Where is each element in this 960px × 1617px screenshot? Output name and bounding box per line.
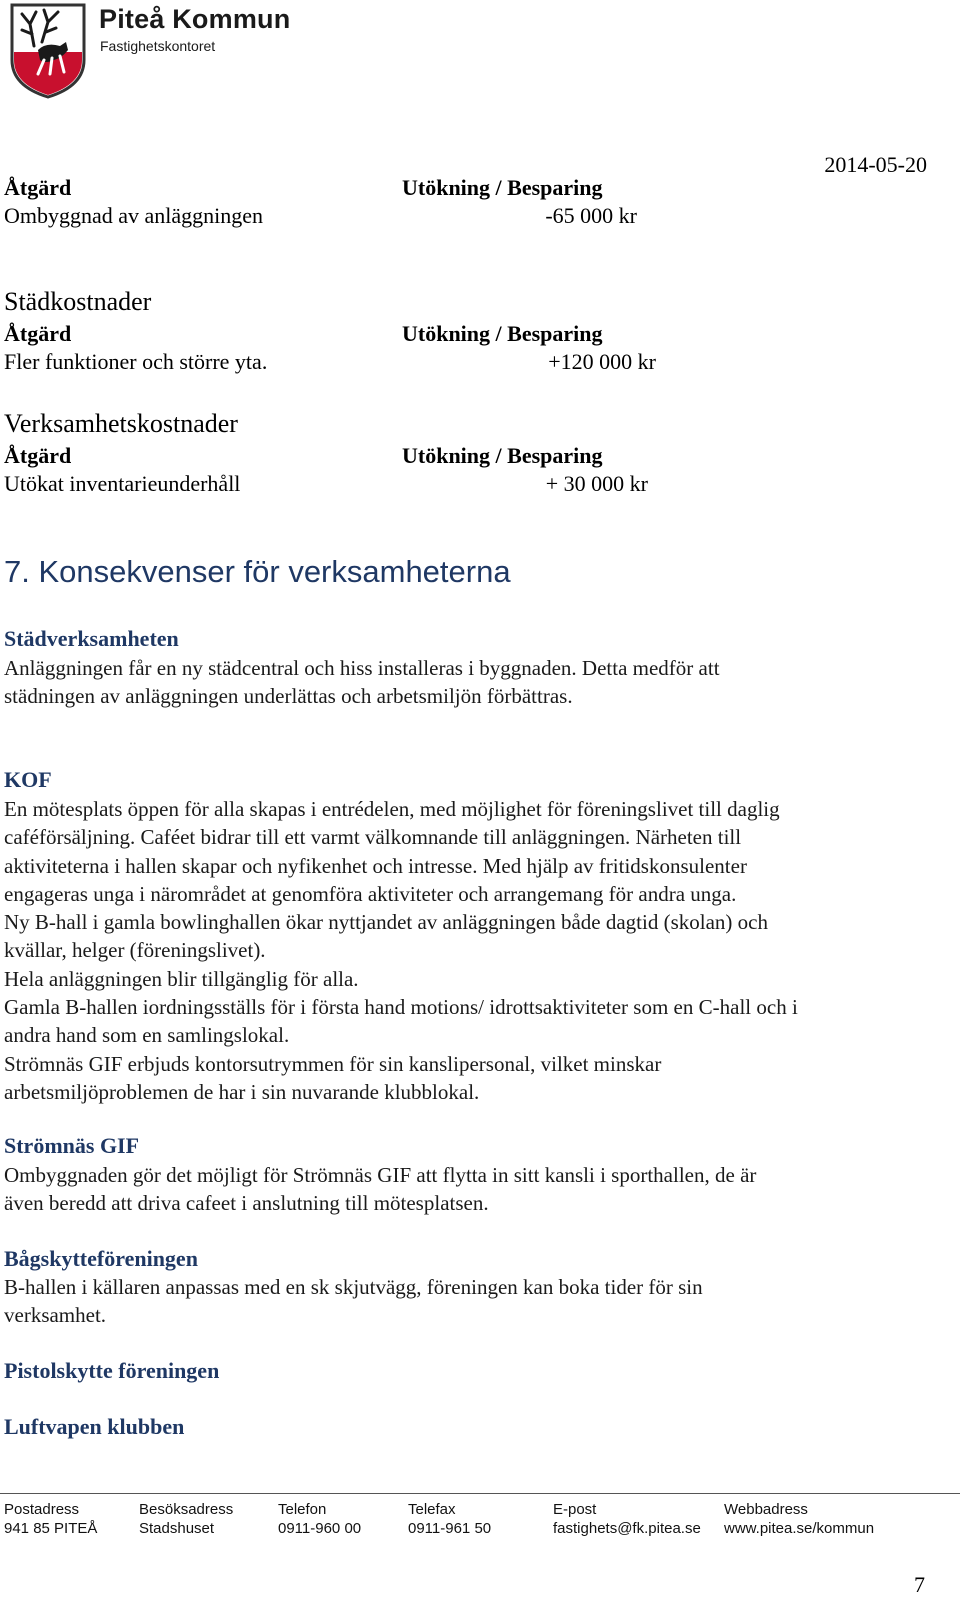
paragraph-line: caféförsäljning. Caféet bidrar till ett varmt välkomnande till anläggningen. Närheten till [4, 825, 742, 850]
action-text: Utökat inventarieunderhåll [4, 471, 241, 496]
footer-value: Stadshuset [139, 1520, 215, 1537]
section-heading: Verksamhetskostnader [4, 409, 238, 438]
subsection-heading: KOF [4, 767, 52, 792]
footer-label: Telefon [278, 1501, 327, 1518]
footer-label: Webbadress [724, 1501, 808, 1518]
footer-label: E-post [553, 1501, 597, 1518]
footer-web-link[interactable]: www.pitea.se/kommun [724, 1520, 875, 1537]
paragraph [4, 795, 954, 1106]
amount-value: +120 000 kr [548, 349, 656, 374]
paragraph-line: andra hand som en samlingslokal. [4, 1023, 290, 1048]
paragraph-line: kvällar, helger (föreningslivet). [4, 938, 266, 963]
change-column-label: Utökning / Besparing [402, 321, 603, 346]
footer-label: Postadress [4, 1501, 80, 1518]
action-text: Fler funktioner och större yta. [4, 349, 268, 374]
department-name: Fastighetskontoret [100, 38, 216, 54]
footer-label: Besöksadress [139, 1501, 234, 1518]
section-heading: Städkostnader [4, 287, 152, 316]
paragraph-line: verksamhet. [4, 1303, 107, 1328]
paragraph-line: B-hallen i källaren anpassas med en sk skjutvägg, föreningen kan boka tider för sin [4, 1275, 703, 1299]
coat-of-arms-logo [8, 2, 88, 100]
footer-value: 0911-961 50 [408, 1520, 492, 1537]
paragraph-line: En mötesplats öppen för alla skapas i entrédelen, med möjlighet för föreningslivet till daglig [4, 797, 780, 821]
paragraph [4, 1161, 954, 1218]
footer-divider [0, 1493, 960, 1494]
org-name: Piteå Kommun [99, 4, 291, 34]
change-column-label: Utökning / Besparing [402, 175, 603, 200]
footer-value: 0911-960 00 [278, 1520, 362, 1537]
paragraph [4, 1273, 954, 1330]
action-column-label: Åtgärd [4, 321, 72, 346]
footer-fax [408, 1500, 491, 1538]
action-text: Ombyggnad av anläggningen [4, 203, 264, 228]
paragraph-line: Ny B-hall i gamla bowlinghallen ökar nyttjandet av anläggningen både dagtid (skolan) och [4, 910, 768, 935]
paragraph-line: aktiviteterna i hallen skapar och nyfikenhet och intresse. Med hjälp av fritidskonsulenter [4, 853, 747, 878]
amount-value: -65 000 kr [545, 203, 637, 228]
footer-email [553, 1500, 701, 1538]
footer-phone [278, 1500, 361, 1538]
paragraph-line: städningen av anläggningen underlättas och arbetsmiljön förbättras. [4, 684, 573, 709]
paragraph-line: Gamla B-hallen iordningsställs för i första hand motions/ idrottsaktiviteter som en C-hall och i [4, 995, 798, 1020]
footer-label: Telefax [408, 1501, 456, 1518]
section-title: 7. Konsekvenser för verksamheterna [4, 554, 511, 589]
page-number: 7 [914, 1572, 925, 1597]
subsection-heading-pistol: Pistolskytte föreningen [4, 1358, 220, 1383]
footer-value: 941 85 PITEÅ [4, 1520, 98, 1537]
action-column-label: Åtgärd [4, 175, 72, 200]
footer-web [724, 1500, 874, 1538]
paragraph [4, 654, 954, 711]
subsection-heading-airgun: Luftvapen klubben [4, 1414, 185, 1439]
paragraph-line: även beredd att driva cafeet i anslutning till mötesplatsen. [4, 1191, 489, 1216]
footer-visit [139, 1500, 233, 1538]
subsection-heading: Bågskytteföreningen [4, 1246, 198, 1271]
subsection-heading: Städverksamheten [4, 626, 179, 651]
amount-value: + 30 000 kr [545, 471, 648, 496]
paragraph-line: Strömnäs GIF erbjuds kontorsutrymmen för sin kanslipersonal, vilket minskar [4, 1051, 662, 1076]
footer-postal [4, 1500, 97, 1538]
paragraph-line: Hela anläggningen blir tillgänglig för alla. [4, 966, 359, 991]
subsection-heading: Strömnäs GIF [4, 1133, 140, 1158]
footer-email-link[interactable]: fastighets@fk.pitea.se [553, 1520, 701, 1537]
paragraph-line: engageras unga i närområdet at genomföra aktiviteter och arrangemang för andra unga. [4, 881, 737, 906]
paragraph-line: arbetsmiljöproblemen de har i sin nuvarande klubblokal. [4, 1079, 480, 1104]
change-column-label: Utökning / Besparing [402, 443, 603, 468]
paragraph-line: Ombyggnaden gör det möjligt för Strömnäs GIF att flytta in sitt kansli i sporthallen, de är [4, 1163, 757, 1187]
action-column-label: Åtgärd [4, 443, 72, 468]
document-date: 2014-05-20 [824, 152, 927, 177]
paragraph-line: Anläggningen får en ny städcentral och hiss installeras i byggnaden. Detta medför att [4, 656, 720, 680]
